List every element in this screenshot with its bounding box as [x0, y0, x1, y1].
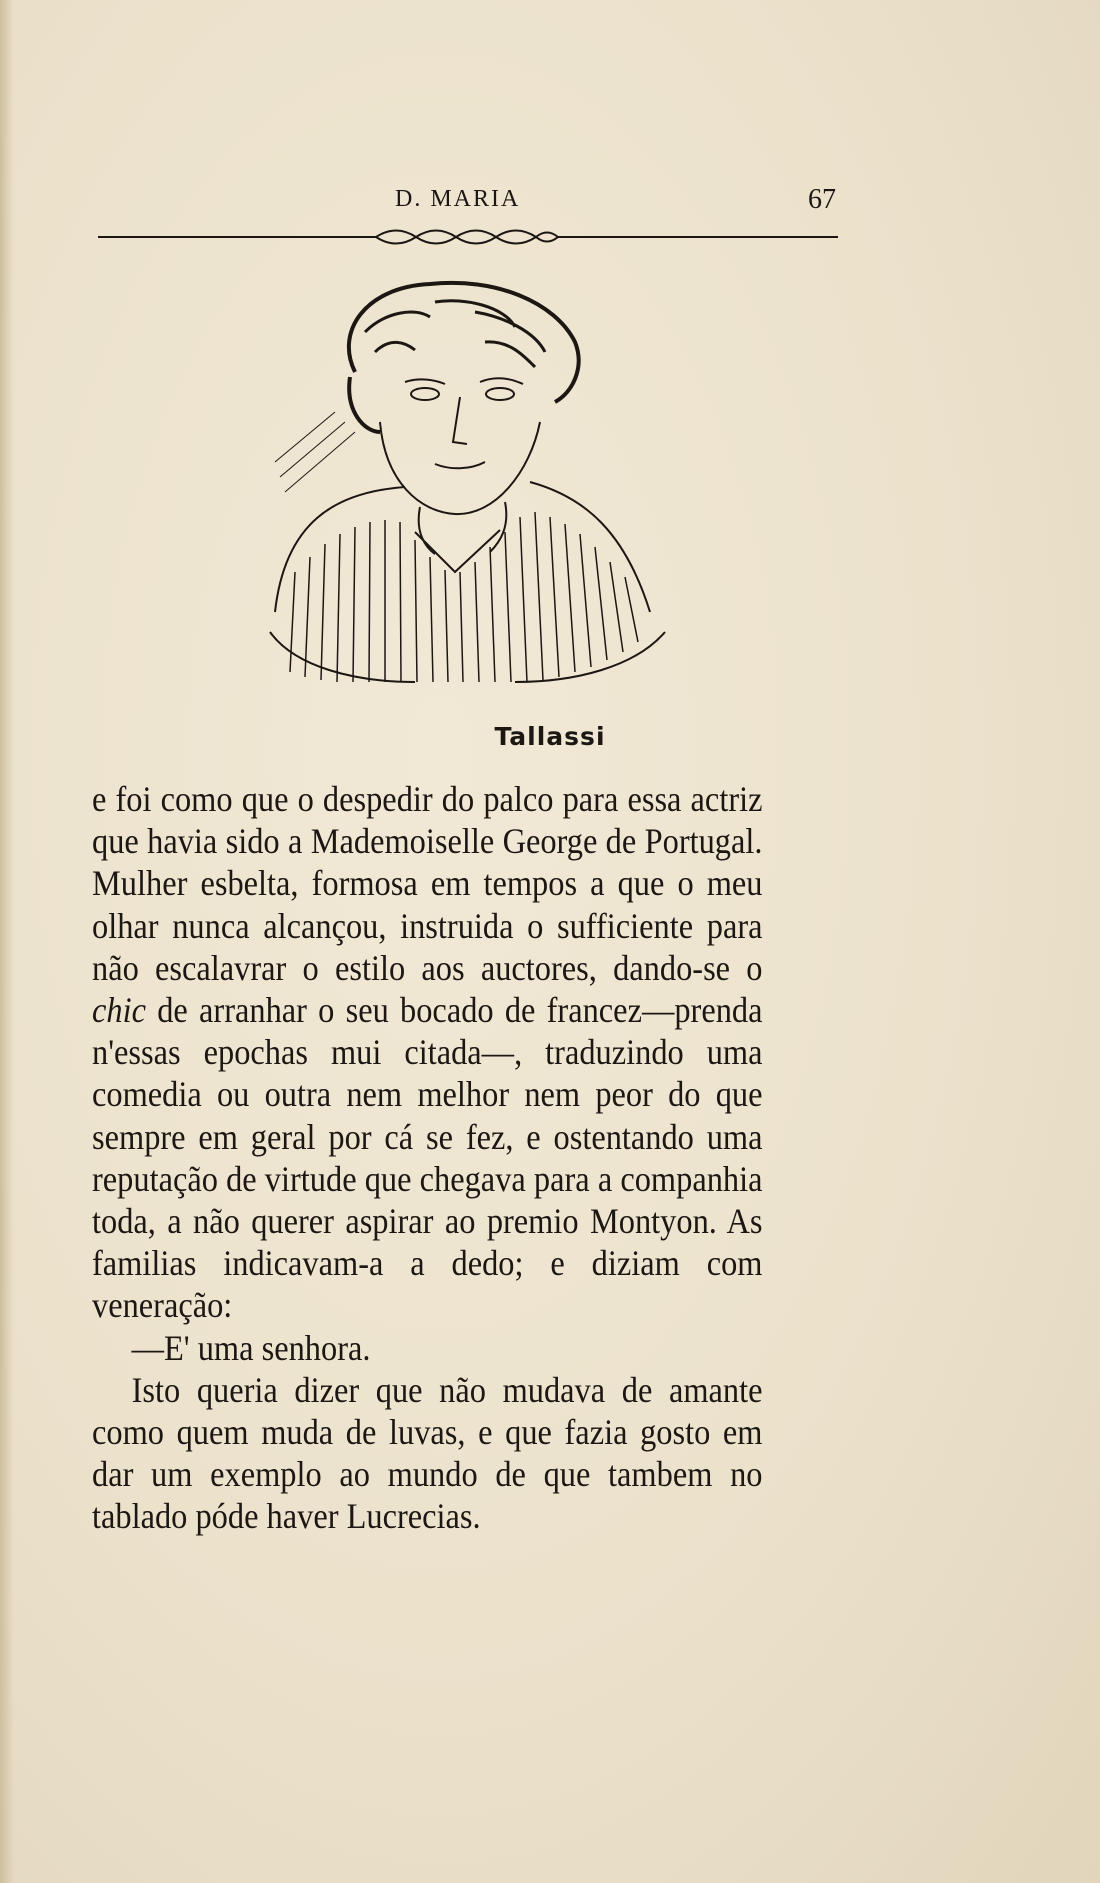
- paragraph: [92, 778, 763, 1327]
- paragraph: Isto queria dizer que não mudava de amante como quem muda de luvas, e que fazia gosto em dar um exemplo ao mundo de que tambem no tablado póde haver Lucrecias.: [92, 1369, 763, 1537]
- paragraph-text-end: de arranhar o seu bocado de francez—prenda n'essas epochas mui citada—, traduzindo uma comedia ou outra nem melhor nem peor do que sempre em geral por cá se fez, e ostentando uma reputação de virtude que chegava para a companhia toda, a não querer aspirar ao premio Montyon. As familias indicavam-a a dedo; e diziam com veneração:: [92, 990, 763, 1326]
- page-number: 67: [808, 184, 836, 215]
- page-edge-shadow: [0, 0, 14, 1883]
- ornamental-rule: [98, 222, 838, 252]
- body-text: [92, 778, 763, 1538]
- figure-caption: Tallassi: [494, 722, 606, 751]
- portrait-engraving-icon: [255, 272, 685, 712]
- dialogue-line: —E' uma senhora.: [131, 1327, 371, 1368]
- paragraph-text: e foi como que o despedir do palco para essa actriz que havia sido a Mademoiselle George de Portugal. Mulher esbelta, formosa em tempos a que o meu olhar nunca alcançou, instruida o sufficiente para não escalavrar o estilo aos auctores, dando-se o: [92, 779, 763, 988]
- running-header-title: D. MARIA: [395, 186, 521, 212]
- italic-word: chic: [92, 990, 146, 1031]
